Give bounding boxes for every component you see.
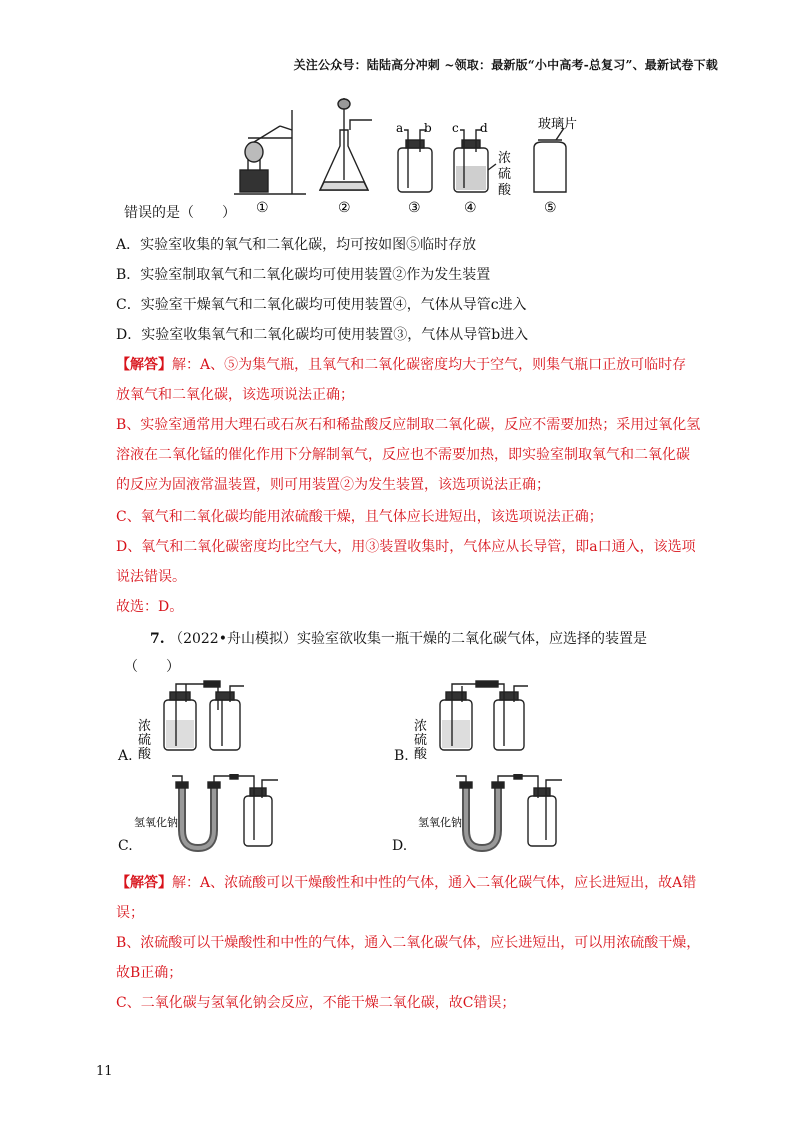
label-glass: 玻璃片 <box>538 117 578 132</box>
svg-text:酸: 酸 <box>138 747 152 760</box>
apparatus-4-acid-bottle <box>454 130 496 192</box>
q7-option-b-figure <box>396 680 536 760</box>
svg-text:浓: 浓 <box>414 719 428 734</box>
q7-option-c-letter: C. <box>118 838 133 854</box>
apparatus-1-heating <box>234 110 306 194</box>
page-number: 11 <box>96 1064 113 1079</box>
q7-answer-line-5: C、二氧化碳与氢氧化钠会反应，不能干燥二氧化碳，故C错误； <box>116 995 516 1011</box>
q7-answer-line-4: 故B正确； <box>116 965 183 981</box>
q7-option-b-letter: B. <box>394 748 409 764</box>
svg-text:氢氧化钠: 氢氧化钠 <box>418 816 462 829</box>
apparatus-2-flask <box>320 98 372 190</box>
label-c: c <box>452 121 459 135</box>
q7-option-d-letter: D. <box>392 838 408 854</box>
q7-answer-line-1: 【解答】解：A、浓硫酸可以干燥酸性和中性的气体，通入二氧化碳气体，应长进短出，故A错 <box>116 875 697 891</box>
q6-option-a: A．实验室收集的氧气和二氧化碳，均可按如图⑤临时存放 <box>116 237 477 253</box>
label-n2: ② <box>338 200 351 216</box>
page-header: 关注公众号：陆陆高分冲刺 ~领取：最新版“小中高考-总复习”、最新试卷下载 <box>293 58 718 72</box>
q6-answer-line-8: 说法错误。 <box>116 569 186 585</box>
q6-answer-line-2: 放氧气和二氧化碳，该选项说法正确； <box>116 387 354 403</box>
apparatus-figure-q6 <box>220 90 600 220</box>
q6-answer-line-3: B、实验室通常用大理石或石灰石和稀盐酸反应制取二氧化碳，反应不需要加热；采用过氧化氢 <box>116 417 701 433</box>
label-a: a <box>396 121 404 135</box>
q6-answer-line-5: 的反应为固液常温装置，则可用装置②为发生装置，该选项说法正确； <box>116 477 550 493</box>
q6-answer-line-9: 故选：D。 <box>116 599 184 615</box>
q6-answer-line-1: 【解答】解：A、⑤为集气瓶，且氧气和二氧化碳密度均大于空气，则集气瓶口正放可临时存 <box>116 357 687 373</box>
svg-text:浓: 浓 <box>138 719 152 734</box>
q7-option-c-figure <box>134 774 284 854</box>
q6-answer-line-6: C、氧气和二氧化碳均能用浓硫酸干燥，且气体应长进短出，该选项说法正确； <box>116 509 603 525</box>
svg-text:硫: 硫 <box>414 733 428 748</box>
svg-text:酸: 酸 <box>414 747 428 760</box>
q6-stem-tail: 错误的是（ ） <box>124 205 236 221</box>
q6-option-b: B．实验室制取氧气和二氧化碳均可使用装置②作为发生装置 <box>116 267 491 283</box>
apparatus-5-gas-jar <box>534 128 566 192</box>
label-acid-3: 酸 <box>498 183 512 198</box>
q7-option-a-letter: A. <box>118 748 133 764</box>
svg-text:硫: 硫 <box>138 733 152 748</box>
label-acid-2: 硫 <box>498 167 512 182</box>
label-b: b <box>424 121 432 135</box>
svg-text:氢氧化钠: 氢氧化钠 <box>134 816 178 829</box>
label-n3: ③ <box>408 200 421 216</box>
q7-answer-line-2: 误； <box>116 905 144 921</box>
q6-answer-line-7: D、氧气和二氧化碳密度均比空气大，用③装置收集时，气体应从长导管，即a口通入，该选项 <box>116 539 696 555</box>
label-n1: ① <box>256 200 269 216</box>
q6-answer-line-4: 溶液在二氧化锰的催化作用下分解制氧气，反应也不需要加热，即实验室制取氧气和二氧化碳 <box>116 447 690 463</box>
q7-stem: 7. （2022•舟山模拟）实验室欲收集一瓶干燥的二氧化碳气体，应选择的装置是 <box>150 631 647 647</box>
q6-answer-tag: 【解答】 <box>116 357 172 373</box>
q7-answer-tag: 【解答】 <box>116 875 172 891</box>
label-n4: ④ <box>464 200 477 216</box>
apparatus-3-bottle <box>398 130 432 192</box>
label-d: d <box>480 121 488 135</box>
q7-answer-line-3: B、浓硫酸可以干燥酸性和中性的气体，通入二氧化碳气体，应长进短出，可以用浓硫酸干燥， <box>116 935 701 951</box>
q6-option-d: D．实验室收集氧气和二氧化碳均可使用装置③，气体从导管b进入 <box>116 327 529 343</box>
q7-option-a-figure <box>120 680 250 760</box>
label-n5: ⑤ <box>544 200 557 216</box>
q6-option-c: C．实验室干燥氧气和二氧化碳均可使用装置④，气体从导管c进入 <box>116 297 527 313</box>
q7-paren: （ ） <box>124 659 180 675</box>
label-acid-1: 浓 <box>498 151 512 166</box>
q7-option-d-figure <box>418 774 568 854</box>
